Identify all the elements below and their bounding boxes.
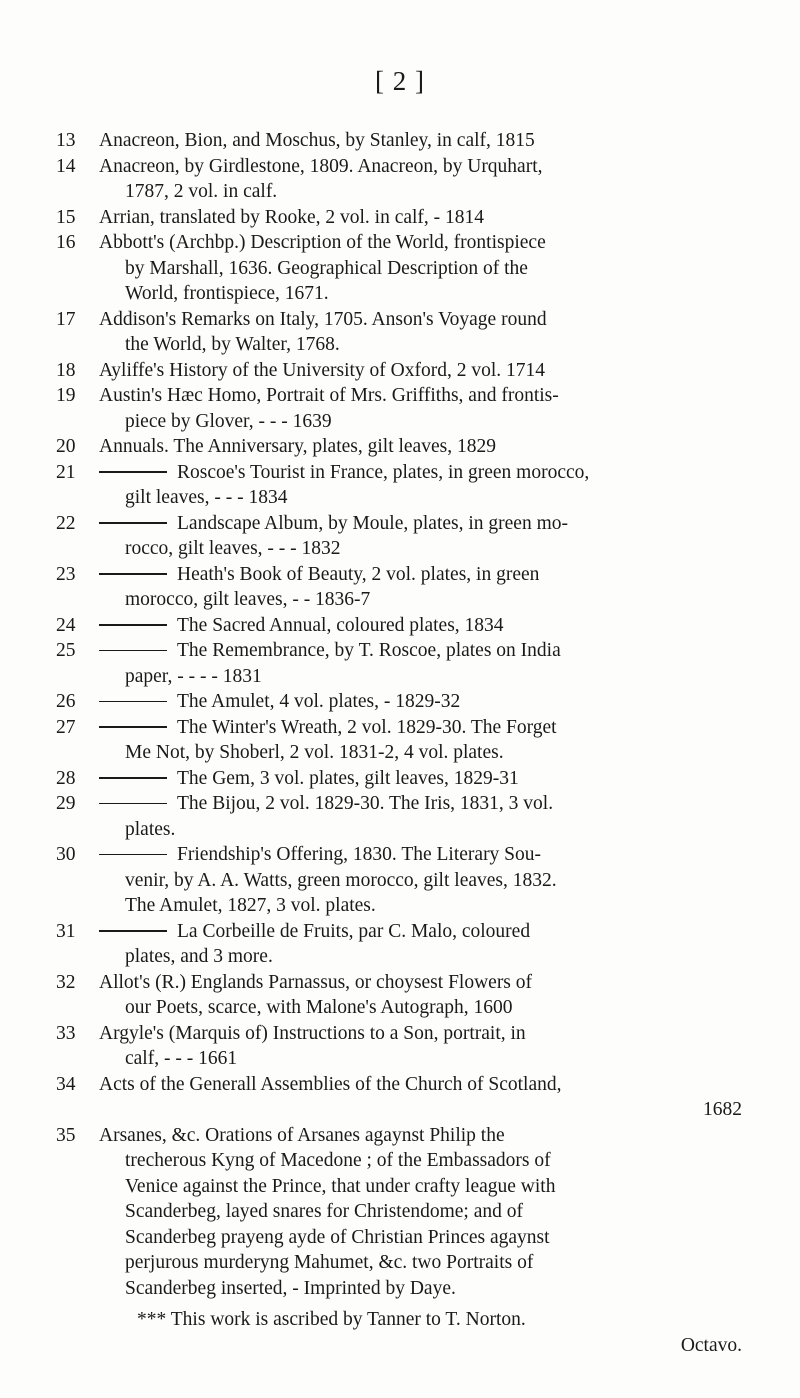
entry-number: 18 bbox=[56, 359, 76, 381]
entry-number: 26 bbox=[56, 691, 76, 712]
entry-line: Scanderbeg prayeng ayde of Christian Princes agaynst bbox=[125, 1226, 550, 1248]
catalogue-entry bbox=[56, 1021, 742, 1072]
entry-line: Argyle's (Marquis of) Instructions to a Son, portrait, in bbox=[99, 1022, 526, 1044]
catalogue-entry bbox=[56, 689, 742, 715]
entry-number: 17 bbox=[56, 308, 76, 330]
ditto-dash bbox=[99, 726, 167, 728]
entry-line: the World, by Walter, 1768. bbox=[125, 334, 340, 355]
entry-line bbox=[99, 919, 742, 945]
entry-line bbox=[99, 766, 742, 792]
entry-line: Venice against the Prince, that under crafty league with bbox=[125, 1175, 556, 1197]
entry-text: La Corbeille de Fruits, par C. Malo, coloured bbox=[177, 920, 531, 942]
footnote bbox=[56, 1307, 742, 1358]
entry-line: Arsanes, &c. Orations of Arsanes agaynst Philip the bbox=[99, 1124, 505, 1146]
entry-line: venir, by A. A. Watts, green morocco, gilt leaves, 1832. bbox=[125, 869, 557, 891]
entry-line: piece by Glover, - - - 1639 bbox=[125, 410, 332, 432]
ditto-dash bbox=[99, 650, 167, 652]
entry-number: 23 bbox=[56, 563, 76, 585]
catalogue-entry bbox=[56, 791, 742, 842]
entry-line: Anacreon, by Girdlestone, 1809. Anacreon, by Urquhart, bbox=[99, 155, 543, 177]
entry-line bbox=[99, 842, 742, 868]
entry-line bbox=[99, 460, 742, 486]
entry-line: plates, and 3 more. bbox=[125, 946, 273, 967]
entry-line bbox=[99, 689, 742, 715]
catalogue-entry bbox=[56, 1072, 742, 1123]
catalogue-entry bbox=[56, 715, 742, 766]
entry-line: Abbott's (Archbp.) Description of the World, frontispiece bbox=[99, 232, 546, 253]
entry-line: our Poets, scarce, with Malone's Autograph, 1600 bbox=[125, 997, 513, 1018]
entry-line: 1787, 2 vol. in calf. bbox=[125, 181, 278, 202]
page-number: [ 2 ] bbox=[375, 66, 425, 96]
entry-number: 28 bbox=[56, 767, 76, 789]
ditto-dash bbox=[99, 522, 167, 524]
entry-number: 34 bbox=[56, 1073, 76, 1095]
entry-line: Arrian, translated by Rooke, 2 vol. in calf, - 1814 bbox=[99, 206, 485, 228]
ditto-dash bbox=[99, 854, 167, 856]
entry-line: perjurous murderyng Mahumet, &c. two Portraits of bbox=[125, 1252, 534, 1273]
entry-line bbox=[99, 715, 742, 741]
entry-line: Me Not, by Shoberl, 2 vol. 1831-2, 4 vol. plates. bbox=[125, 742, 504, 763]
ditto-dash bbox=[99, 573, 167, 575]
format-label: Octavo. bbox=[680, 1334, 742, 1356]
entry-text: The Bijou, 2 vol. 1829-30. The Iris, 1831, 3 vol. bbox=[177, 793, 554, 814]
entry-line bbox=[99, 638, 742, 664]
entry-text: The Remembrance, by T. Roscoe, plates on India bbox=[177, 640, 561, 661]
entry-line bbox=[99, 791, 742, 817]
catalogue-entry bbox=[56, 383, 742, 434]
entry-text: The Winter's Wreath, 2 vol. 1829-30. The Forget bbox=[177, 716, 557, 738]
entry-line: by Marshall, 1636. Geographical Description of the bbox=[125, 257, 528, 279]
catalogue-entry bbox=[56, 970, 742, 1021]
entry-number: 35 bbox=[56, 1124, 76, 1146]
entry-line: calf, - - - 1661 bbox=[125, 1048, 238, 1069]
ditto-dash bbox=[99, 701, 167, 703]
entry-number: 25 bbox=[56, 640, 76, 661]
entry-number: 33 bbox=[56, 1022, 76, 1044]
entry-line: morocco, gilt leaves, - - 1836-7 bbox=[125, 589, 371, 610]
ditto-dash bbox=[99, 777, 167, 779]
ditto-dash bbox=[99, 803, 167, 805]
catalogue-entry bbox=[56, 638, 742, 689]
entry-line: Ayliffe's History of the University of Oxford, 2 vol. 1714 bbox=[99, 359, 546, 381]
catalogue-entry bbox=[56, 511, 742, 562]
entry-line: rocco, gilt leaves, - - - 1832 bbox=[125, 538, 341, 559]
entry-number: 29 bbox=[56, 793, 76, 814]
entry-number: 32 bbox=[56, 971, 76, 993]
entry-number: 31 bbox=[56, 920, 76, 942]
ditto-dash bbox=[99, 471, 167, 473]
entry-line: Annuals. The Anniversary, plates, gilt leaves, 1829 bbox=[99, 436, 496, 457]
entry-line bbox=[99, 562, 742, 588]
catalogue-entry bbox=[56, 307, 742, 358]
entry-line: The Amulet, 1827, 3 vol. plates. bbox=[125, 895, 376, 916]
ditto-dash bbox=[99, 930, 167, 932]
entry-line: World, frontispiece, 1671. bbox=[125, 283, 329, 304]
entry-line: Scanderbeg inserted, - Imprinted by Daye. bbox=[125, 1277, 456, 1299]
catalogue-entry bbox=[56, 128, 742, 154]
entry-number: 27 bbox=[56, 716, 76, 738]
entry-number: 20 bbox=[56, 436, 76, 457]
entry-number: 14 bbox=[56, 155, 76, 177]
catalogue-entry bbox=[56, 842, 742, 919]
entry-line: gilt leaves, - - - 1834 bbox=[125, 487, 288, 508]
catalogue-entry bbox=[56, 434, 742, 460]
entry-number: 21 bbox=[56, 461, 76, 483]
entry-text: Heath's Book of Beauty, 2 vol. plates, in green bbox=[177, 563, 540, 585]
entry-number: 15 bbox=[56, 206, 76, 228]
entry-number: 16 bbox=[56, 232, 76, 253]
catalogue-entry bbox=[56, 154, 742, 205]
catalogue-entry bbox=[56, 1123, 742, 1302]
entry-line: Acts of the Generall Assemblies of the Church of Scotland, bbox=[99, 1073, 562, 1095]
entry-number: 22 bbox=[56, 512, 76, 534]
entry-line: Scanderbeg, layed snares for Christendome; and of bbox=[125, 1201, 523, 1222]
entry-text: Friendship's Offering, 1830. The Literary Sou- bbox=[177, 844, 542, 865]
catalogue-entry bbox=[56, 613, 742, 639]
entry-number: 13 bbox=[56, 130, 76, 151]
catalogue-list bbox=[56, 128, 742, 1358]
entry-line: Anacreon, Bion, and Moschus, by Stanley, in calf, 1815 bbox=[99, 130, 535, 151]
entry-line: Allot's (R.) Englands Parnassus, or choysest Flowers of bbox=[99, 971, 533, 993]
entry-line: Austin's Hæc Homo, Portrait of Mrs. Griffiths, and frontis- bbox=[99, 385, 559, 406]
catalogue-entry bbox=[56, 562, 742, 613]
entry-line: trecherous Kyng of Macedone ; of the Embassadors of bbox=[125, 1150, 551, 1171]
entry-line bbox=[99, 511, 742, 537]
entry-text: Roscoe's Tourist in France, plates, in green morocco, bbox=[177, 461, 590, 483]
catalogue-entry bbox=[56, 460, 742, 511]
entry-text: The Gem, 3 vol. plates, gilt leaves, 1829-31 bbox=[177, 767, 519, 789]
entry-number: 30 bbox=[56, 844, 76, 865]
catalogue-entry bbox=[56, 766, 742, 792]
footnote-line: *** This work is ascribed by Tanner to T. Norton. bbox=[137, 1309, 526, 1330]
entry-number: 24 bbox=[56, 614, 76, 636]
entry-line: Addison's Remarks on Italy, 1705. Anson's Voyage round bbox=[99, 308, 547, 330]
entry-line bbox=[99, 613, 742, 639]
entry-line: paper, - - - - 1831 bbox=[125, 665, 262, 687]
entry-line: plates. bbox=[125, 818, 176, 840]
entry-line: 1682 bbox=[703, 1099, 742, 1120]
catalogue-entry bbox=[56, 919, 742, 970]
entry-text: Landscape Album, by Moule, plates, in green mo- bbox=[177, 512, 568, 534]
entry-text: The Sacred Annual, coloured plates, 1834 bbox=[177, 614, 504, 636]
entry-text: The Amulet, 4 vol. plates, - 1829-32 bbox=[177, 691, 461, 712]
ditto-dash bbox=[99, 624, 167, 626]
entry-number: 19 bbox=[56, 385, 76, 406]
catalogue-entry bbox=[56, 230, 742, 307]
catalogue-entry bbox=[56, 358, 742, 384]
catalogue-entry bbox=[56, 205, 742, 231]
